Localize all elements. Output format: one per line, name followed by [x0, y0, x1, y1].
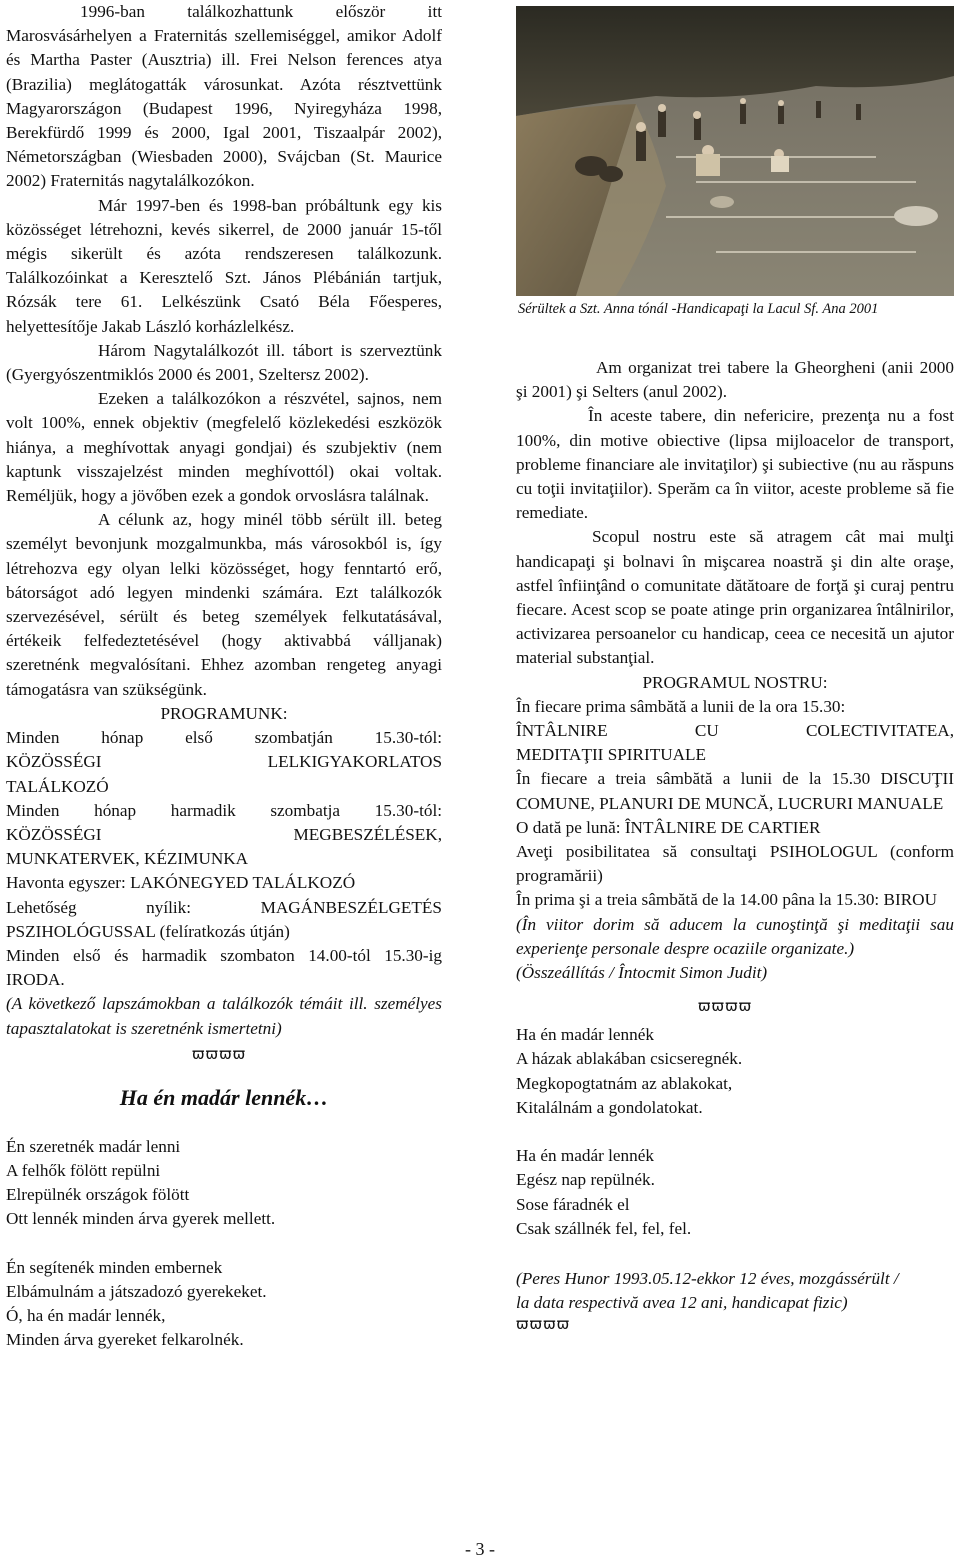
author-note: (Peres Hunor 1993.05.12-ekkor 12 éves, mozgássérült / la data respectivă avea 12 ani, handicapat fizic) — [516, 1268, 899, 1313]
program-line: Minden hónap első szombatján 15.30-tól: — [6, 728, 442, 748]
program-line: O dată pe lună: ÎNTÂLNIRE DE CARTIER — [516, 817, 821, 837]
paragraph-intro: 1996-ban találkozhattunk először itt Marosvásárhelyen a Fraternitás szellemiséggel, amikor Adolf és Martha Paster (Ausztria) ill. Frei Nelson ferences atya (Brazilia) meglátogatták városunkat. Azóta résztvettünk Magyarországon (Budapest 1996, Nyiregyháza 1998, Berekfürdő 1999 és 2000, Igal 2001, Tiszaalpár 2002), Németországban (Wiesbaden 2000), Svájcban (St. Maurice 2002) Fraternitás nagytalálkozókon. — [6, 2, 442, 191]
ornament-divider: ϖϖϖϖ — [516, 1315, 571, 1334]
program-title: PROGRAMUNK: — [160, 703, 288, 723]
program-line: PSZIHOLÓGUSSAL (felíratkozás útján) — [6, 921, 290, 941]
poem-line: Ott lennék minden árva gyerek mellett. — [6, 1209, 276, 1229]
poem-line: Ó, ha én madár lennék, — [6, 1305, 166, 1325]
poem-line: Sose fáradnék el — [516, 1194, 630, 1214]
poem-line: Ha én madár lennék — [516, 1025, 654, 1045]
poem-line: Minden árva gyereket felkarolnék. — [6, 1330, 244, 1350]
program-line: Lehetőség nyílik: MAGÁNBESZÉLGETÉS — [6, 897, 442, 917]
program-line: Havonta egyszer: LAKÓNEGYED TALÁLKOZÓ — [6, 873, 356, 893]
program-line: În fiecare a treia sâmbătă a lunii de la 15.30 DISCUŢII COMUNE, PLANURI DE MUNCĂ, LUCRURI MANUALE — [516, 769, 954, 813]
right-column — [516, 356, 954, 1333]
program-line: MEDITAŢII SPIRITUALE — [516, 745, 707, 765]
poem-title: Ha én madár lennék… — [119, 1084, 329, 1110]
program-line: Aveţi posibilitatea să consultaţi PSIHOLOGUL (conform programării) — [516, 842, 954, 886]
program-line: Minden hónap harmadik szombatja 15.30-tól: — [6, 800, 442, 820]
paragraph-camps-ro: Am organizat trei tabere la Gheorgheni (anii 2000 şi 2001) şi Selters (anul 2002). — [516, 358, 954, 402]
ornament-divider: ϖϖϖϖ — [192, 1044, 247, 1063]
poem-stanza — [6, 1256, 442, 1353]
program-line: TALÁLKOZÓ — [6, 776, 109, 796]
photo-caption: Sérültek a Szt. Anna tónál -Handicapaţi la Lacul Sf. Ana 2001 — [518, 301, 879, 317]
poem-stanza — [516, 1144, 954, 1241]
poem-line: Elbámulnám a játszadozó gyerekeket. — [6, 1281, 267, 1301]
ornament-divider: ϖϖϖϖ — [698, 997, 753, 1016]
poem-line: A házak ablakában csicseregnék. — [516, 1049, 743, 1069]
poem-line: Ha én madár lennék — [516, 1146, 654, 1166]
paragraph-goal-ro: Scopul nostru este să atragem cât mai mulţi handicapaţi şi bolnavi în mişcarea noastră şi din alte oraşe, astfel înfiinţând o comunitate dătătoare de forţă şi curaj pentru fiecare. Acest scop se poate atinge prin organizarea întâlnirilor, activizarea persoanelor cu handicap, ceea ce necesită un ajutor material substanţial. — [516, 527, 954, 668]
poem-line: Egész nap repülnék. — [516, 1170, 655, 1190]
credit-note: (Összeállítás / Întocmit Simon Judit) — [516, 963, 768, 983]
paragraph-goal: A célunk az, hogy minél több sérült ill. beteg személyt bevonjunk mozgalmunkba, más városokból is, így létrehozva egy olyan lelki közösséget, hogy fenntartó erő, bátorságot adó legyen mindenki számára. Ezt találkozók szervezésével, sérült és beteg személyek felkutatásával, értékeik felfedeztetésével (hogy aktivabbá válljanak) szeretnénk megvalósítani. Ehhez azomban rengeteg anyagi támogatásra van szükségünk. — [6, 510, 442, 699]
program-line: KÖZÖSSÉGI MEGBESZÉLÉSEK, — [6, 824, 442, 844]
program-line: Minden első és harmadik szombaton 14.00-tól 15.30-ig IRODA. — [6, 945, 442, 990]
poem-stanza — [6, 1135, 442, 1232]
paragraph-participation: Ezeken a találkozókon a részvétel, sajnos, nem volt 100%, ennek objektiv (megfelelő közlekedési eszközök hiánya, a meghívottak anyagi gondjai) és szubjektiv (nem kaptunk visszajelzést minden meghívottól) okai voltak. Reméljük, hogy a jövőben ezek a gondok orvoslásra találnak. — [6, 389, 442, 506]
italic-note-ro: (În viitor dorim să aducem la cunoştinţă şi meditaţii sau experienţe personale despre ocaziile organizate.) — [516, 914, 954, 958]
poem-line: Kitalálnám a gondolatokat. — [516, 1097, 703, 1117]
lake-photo — [516, 6, 954, 296]
paragraph-community: Már 1997-ben és 1998-ban próbáltunk egy kis közösséget létrehozni, kevés sikerrel, de 2000 január 15-től mégis sikerült és azóta rendszeresen találkozunk. Találkozóinkat a Keresztelő Szt. János Plébánián tartjuk, Rózsák tere 61. Lelkészünk Csató Béla Főesperes, helyettesítője Jakab László korházlelkész. — [6, 195, 442, 336]
poem-line: Csak szállnék fel, fel, fel. — [516, 1218, 692, 1238]
poem-line: Elrepülnék országok fölött — [6, 1185, 190, 1205]
program-title-ro: PROGRAMUL NOSTRU: — [642, 672, 828, 692]
poem-line: Én szeretnék madár lenni — [6, 1136, 181, 1156]
program-line: În fiecare prima sâmbătă a lunii de la ora 15.30: — [516, 696, 846, 716]
poem-line: A felhők fölött repülni — [6, 1160, 161, 1180]
program-line: ÎNTÂLNIRE CU COLECTIVITATEA, — [516, 721, 954, 741]
lake-photo-image — [516, 6, 954, 296]
poem-line: Én segítenék minden embernek — [6, 1257, 223, 1277]
italic-note: (A következő lapszámokban a találkozók témáit ill. személyes tapasztalatokat is szeretnénk ismertetni) — [6, 994, 442, 1038]
program-line: În prima şi a treia sâmbătă de la 14.00 pâna la 15.30: BIROU — [516, 890, 937, 910]
paragraph-participation-ro: În aceste tabere, din nefericire, prezenţa nu a fost 100%, din motive obiective (lipsa mijloacelor de transport, probleme financiare ale invitaţilor) şi subiective (nu au răspuns cu toţii invitaţiilor). Sperăm ca în viitor, aceste probleme să fie remediate. — [516, 406, 954, 523]
left-column — [6, 0, 442, 1352]
paragraph-camps: Három Nagytalálkozót ill. tábort is szerveztünk (Gyergyószentmiklós 2000 és 2001, Szeltersz 2002). — [6, 340, 442, 385]
page-number: - 3 - — [465, 1539, 495, 1559]
poem-line: Megkopogtatnám az ablakokat, — [516, 1073, 733, 1093]
program-line: MUNKATERVEK, KÉZIMUNKA — [6, 849, 249, 869]
program-line: KÖZÖSSÉGI LELKIGYAKORLATOS — [6, 752, 442, 772]
poem-stanza — [516, 1023, 954, 1120]
